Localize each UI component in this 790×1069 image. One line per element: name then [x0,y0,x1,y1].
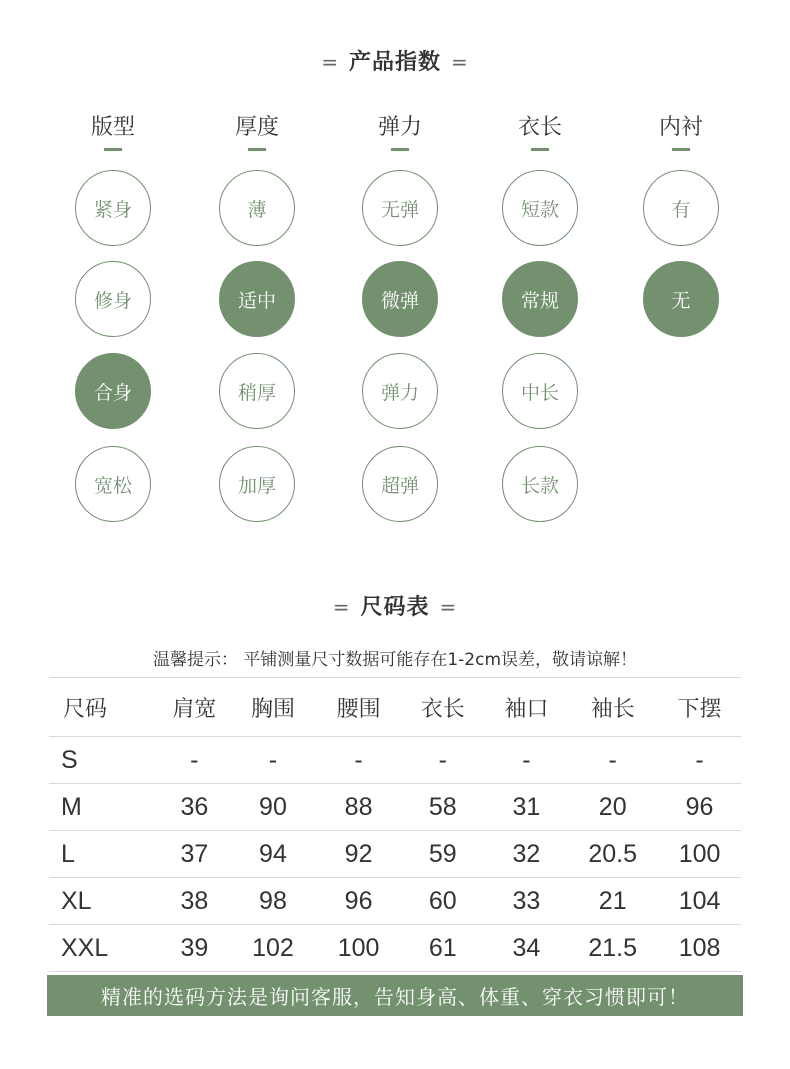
index-option-selected: 适中 [219,261,295,337]
table-cell: XL [49,878,160,925]
table-cell: 20.5 [567,831,658,878]
size-table-header: 衣长 [400,678,486,737]
table-cell: 61 [400,925,486,972]
index-option: 修身 [75,261,151,337]
table-cell: 98 [229,878,317,925]
index-column-header: 版型 [90,115,135,140]
header-underline [672,148,690,151]
table-cell: 31 [486,784,568,831]
index-option: 稍厚 [219,353,295,429]
table-cell: 92 [317,831,400,878]
table-cell: 60 [400,878,486,925]
header-underline [248,148,266,151]
index-option: 短款 [502,170,578,246]
table-cell: 33 [486,878,568,925]
table-cell: 34 [486,925,568,972]
table-cell: 104 [658,878,741,925]
table-cell: 59 [400,831,486,878]
index-option: 宽松 [75,446,151,522]
table-row [49,784,741,831]
size-table-header: 尺码 [49,678,160,737]
index-option-selected: 无 [643,261,719,337]
table-cell: 32 [486,831,568,878]
table-cell: XXL [49,925,160,972]
index-column-header: 衣长 [517,115,562,140]
product-index-title: = 产品指数 = [321,50,469,75]
size-table-header-row [49,678,741,737]
header-underline [391,148,409,151]
table-cell: 100 [658,831,741,878]
index-column-header: 内衬 [658,115,703,140]
header-underline [104,148,122,151]
table-cell: 58 [400,784,486,831]
table-cell: M [49,784,160,831]
header-underline [531,148,549,151]
size-table-header: 腰围 [317,678,400,737]
index-option: 长款 [502,446,578,522]
index-option-selected: 常规 [502,261,578,337]
table-cell: 21 [567,878,658,925]
measurement-tip: 温馨提示： 平铺测量尺寸数据可能存在1-2cm误差，敬请谅解！ [152,650,638,670]
index-option-selected: 微弹 [362,261,438,337]
index-option: 有 [643,170,719,246]
index-option-selected: 合身 [75,353,151,429]
size-chart-title: = 尺码表 = [332,595,458,620]
table-cell: 96 [317,878,400,925]
table-cell: - [658,737,741,784]
table-cell: 96 [658,784,741,831]
index-column [636,112,726,312]
table-cell: - [229,737,317,784]
table-cell: 36 [160,784,229,831]
table-row [49,831,741,878]
table-cell: - [317,737,400,784]
table-cell: - [400,737,486,784]
table-row [49,925,741,972]
index-option: 无弹 [362,170,438,246]
index-column [495,112,585,497]
table-cell: L [49,831,160,878]
size-table-header: 袖口 [486,678,568,737]
size-table-header: 下摆 [658,678,741,737]
size-table [49,677,741,972]
index-option: 超弹 [362,446,438,522]
table-cell: 94 [229,831,317,878]
table-cell: 100 [317,925,400,972]
index-column [355,112,445,497]
index-option: 紧身 [75,170,151,246]
product-index-title-text: 产品指数 [348,50,441,75]
size-table-body [49,737,741,972]
table-cell: 39 [160,925,229,972]
size-chart-title-text: 尺码表 [360,595,430,620]
size-table-header: 胸围 [229,678,317,737]
table-cell: 20 [567,784,658,831]
table-row [49,878,741,925]
table-cell: - [567,737,658,784]
index-column-header: 厚度 [234,115,279,140]
table-cell: - [486,737,568,784]
table-cell: - [160,737,229,784]
table-cell: 21.5 [567,925,658,972]
index-column [68,112,158,497]
index-option: 弹力 [362,353,438,429]
table-cell: 88 [317,784,400,831]
table-cell: 37 [160,831,229,878]
table-cell: 90 [229,784,317,831]
index-column-header: 弹力 [377,115,422,140]
table-cell: 102 [229,925,317,972]
advice-banner: 精准的选码方法是询问客服，告知身高、体重、穿衣习惯即可！ [47,975,743,1016]
size-table-header: 肩宽 [160,678,229,737]
size-table-header: 袖长 [567,678,658,737]
index-option: 加厚 [219,446,295,522]
table-cell: 38 [160,878,229,925]
index-option: 薄 [219,170,295,246]
index-column [212,112,302,497]
table-cell: 108 [658,925,741,972]
table-row [49,737,741,784]
table-cell: S [49,737,160,784]
index-option: 中长 [502,353,578,429]
